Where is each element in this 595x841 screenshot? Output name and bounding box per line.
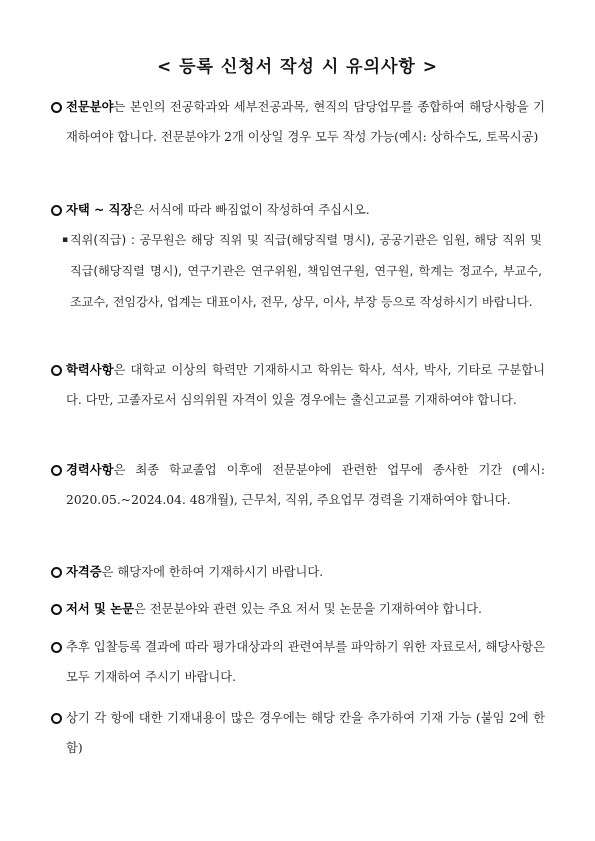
notice-item-education	[50, 355, 545, 415]
item-highlight: 경력사항	[66, 463, 114, 477]
item-text: 상기 각 항에 대한 기재내용이 많은 경우에는 해당 칸을 추가하여 기재 가능 (붙임 2에 한함)	[66, 711, 545, 755]
item-highlight: 학력사항	[66, 363, 114, 377]
position-note-text: 공무원은 해당 직위 및 직급(해당직렬 명시), 공공기관은 임원, 해당 직위 및 직급(해당직렬 명시), 연구기관은 연구위원, 책임연구원, 연구원, 학계는 정교수, 부교수, 조교수, 전임강사, 업계는 대표이사, 전무, 상무, 이사, 부장 등으로 작성하시기 바랍니다.	[70, 233, 542, 309]
item-text: 은 전문분야와 관련 있는 주요 저서 및 논문을 기재하여야 합니다.	[133, 602, 482, 616]
circle-bullet-icon	[50, 557, 66, 587]
item-text: 은 최종 학교졸업 이후에 전문분야에 관련한 업무에 종사한 기간 (예시: 2020.05.~2024.04. 48개월), 근무처, 직위, 주요업무 경력을 기재하여야 합니다.	[66, 463, 545, 507]
notice-item-address	[50, 195, 545, 225]
notice-item-additional	[50, 703, 545, 763]
position-note	[62, 225, 542, 318]
circle-bullet-icon	[50, 455, 66, 485]
notice-item-specialty	[50, 92, 545, 152]
item-text: 은 서식에 따라 빠짐없이 작성하여 주십시오.	[132, 203, 370, 217]
item-text: 은 대학교 이상의 학력만 기재하시고 학위는 학사, 석사, 박사, 기타로 구분합니다. 다만, 고졸자로서 심의위원 자격이 있을 경우에는 출신고교를 기재하여야 합니다.	[66, 363, 545, 407]
circle-bullet-icon	[50, 195, 66, 225]
notice-item-evaluation	[50, 632, 545, 692]
circle-bullet-icon	[50, 594, 66, 624]
item-highlight: 자택 ~ 직장	[66, 203, 133, 217]
item-text: 는 본인의 전공학과와 세부전공과목, 현직의 담당업무를 종합하여 해당사항을 기재하여야 합니다. 전문분야가 2개 이상일 경우 모두 작성 가능(예시: 상하수도, 토목시공)	[66, 100, 545, 144]
notice-item-career	[50, 455, 545, 515]
item-highlight: 저서 및 논문	[66, 602, 134, 616]
circle-bullet-icon	[50, 703, 66, 733]
notice-item-publications	[50, 594, 545, 624]
item-text: 은 해당자에 한하여 기재하시기 바랍니다.	[101, 565, 324, 579]
square-bullet-icon: ▪	[62, 235, 69, 245]
item-highlight: 전문분야	[66, 100, 114, 114]
item-text: 추후 입찰등록 결과에 따라 평가대상과의 관련여부를 파악하기 위한 자료로서, 해당사항은 모두 기재하여 주시기 바랍니다.	[66, 640, 545, 684]
circle-bullet-icon	[50, 632, 66, 662]
page-title: < 등록 신청서 작성 시 유의사항 >	[156, 57, 439, 77]
circle-bullet-icon	[50, 92, 66, 122]
item-highlight: 자격증	[66, 565, 102, 579]
circle-bullet-icon	[50, 355, 66, 385]
position-note-label: 직위(직급) :	[70, 233, 140, 247]
notice-item-certificates	[50, 557, 545, 587]
